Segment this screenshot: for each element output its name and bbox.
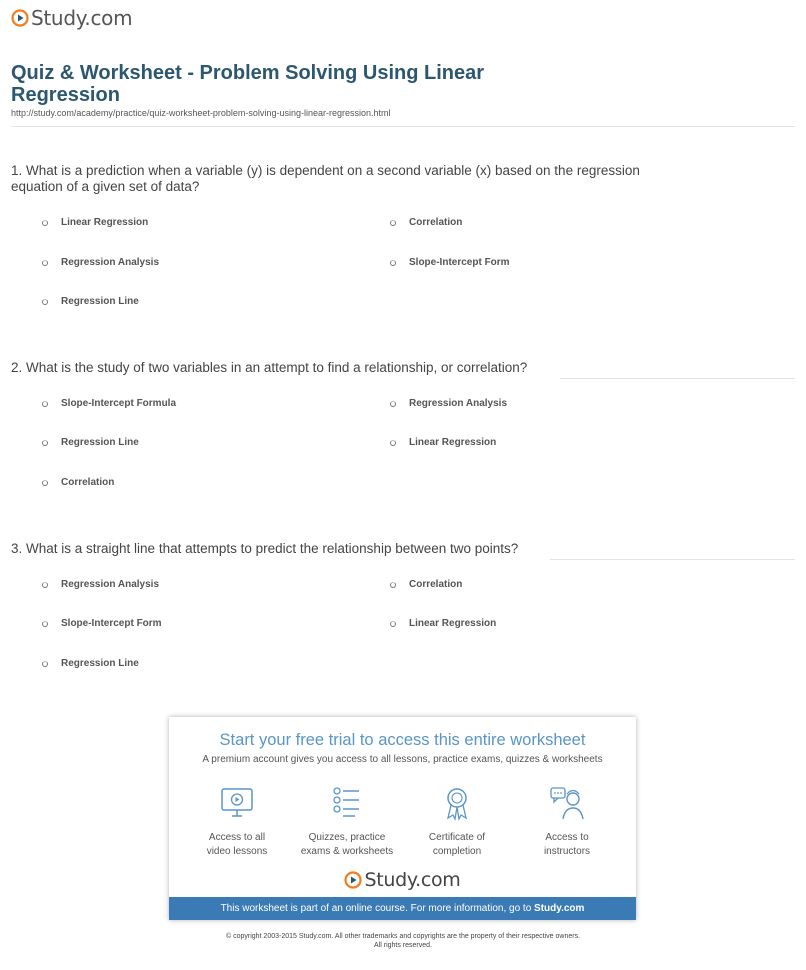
- radio-button[interactable]: [42, 299, 48, 305]
- radio-button[interactable]: [42, 621, 48, 627]
- option-label: Correlation: [409, 579, 463, 590]
- q3-option-2[interactable]: [390, 579, 462, 590]
- video-lesson-icon: [219, 785, 255, 821]
- promo-title[interactable]: Start your free trial to access this entire worksheet: [219, 731, 586, 749]
- feature-certificate: [402, 785, 512, 859]
- copyright-line: All rights reserved.: [374, 942, 432, 949]
- question-1: 1. What is a prediction when a variable (y) is dependent on a second variable (x) based on the regression equation of a given set of data?: [11, 163, 640, 194]
- q1-option-4[interactable]: [390, 257, 510, 268]
- option-label: Regression Line: [61, 437, 139, 448]
- brand-name: Study.com: [31, 6, 133, 30]
- radio-button[interactable]: [42, 661, 48, 667]
- quiz-list-icon: [329, 785, 365, 821]
- option-label: Slope-Intercept Form: [409, 257, 510, 268]
- radio-button[interactable]: [42, 480, 48, 486]
- q1-option-5[interactable]: [42, 296, 139, 307]
- promo-subtitle: A premium account gives you access to all lessons, practice exams, quizzes & worksheets: [202, 754, 603, 765]
- q2-option-1[interactable]: [42, 398, 176, 409]
- q2-option-4[interactable]: [390, 437, 496, 448]
- promo-logo: [169, 869, 636, 891]
- radio-button[interactable]: [42, 401, 48, 407]
- radio-button[interactable]: [42, 220, 48, 226]
- brand-name: Study.com: [364, 869, 461, 891]
- option-label: Correlation: [61, 477, 115, 488]
- q1-option-2[interactable]: [390, 217, 462, 228]
- q3-option-5[interactable]: [42, 658, 139, 669]
- radio-button[interactable]: [390, 582, 396, 588]
- copyright: [0, 932, 806, 950]
- page-title: Quiz & Worksheet - Problem Solving Using Linear Regression: [11, 62, 485, 106]
- radio-button[interactable]: [42, 260, 48, 266]
- option-label: Correlation: [409, 217, 463, 228]
- option-label: Regression Analysis: [409, 398, 508, 409]
- promo-info-bar: [169, 897, 636, 920]
- header-divider: [11, 126, 795, 127]
- q2-option-2[interactable]: [390, 398, 507, 409]
- option-label: Linear Regression: [409, 437, 497, 448]
- page-url: http://study.com/academy/practice/quiz-worksheet-problem-solving-using-linear-regression.html: [11, 108, 391, 118]
- option-label: Slope-Intercept Formula: [61, 398, 177, 409]
- radio-button[interactable]: [42, 582, 48, 588]
- study-logo[interactable]: [11, 6, 132, 30]
- q1-option-1[interactable]: [42, 217, 148, 228]
- q3-option-3[interactable]: [42, 618, 162, 629]
- copyright-line: © copyright 2003-2015 Study.com. All other trademarks and copyrights are the property of their respective owners.: [225, 933, 581, 940]
- feature-label: Access to all video lessons: [206, 832, 268, 857]
- question-divider: [550, 559, 795, 560]
- question-divider: [560, 378, 795, 379]
- question-3: 3. What is a straight line that attempts to predict the relationship between two points?: [11, 541, 519, 556]
- option-label: Regression Analysis: [61, 579, 160, 590]
- q2-option-5[interactable]: [42, 477, 114, 488]
- radio-button[interactable]: [390, 440, 396, 446]
- option-label: Regression Line: [61, 658, 139, 669]
- radio-button[interactable]: [42, 440, 48, 446]
- q3-option-4[interactable]: [390, 618, 496, 629]
- radio-button[interactable]: [390, 220, 396, 226]
- option-label: Linear Regression: [409, 618, 497, 629]
- feature-label: Certificate of completion: [428, 832, 486, 857]
- q3-option-1[interactable]: [42, 579, 159, 590]
- question-2: 2. What is the study of two variables in an attempt to find a relationship, or correlation?: [11, 360, 528, 375]
- option-label: Linear Regression: [61, 217, 149, 228]
- option-label: Regression Line: [61, 296, 139, 307]
- option-label: Regression Analysis: [61, 257, 160, 268]
- play-logo-icon: [11, 9, 29, 27]
- feature-label: Quizzes, practice exams & worksheets: [300, 832, 394, 857]
- play-logo-icon: [344, 871, 362, 889]
- feature-video-lessons: [182, 785, 292, 859]
- q1-option-3[interactable]: [42, 257, 159, 268]
- study-link[interactable]: Study.com: [534, 903, 585, 914]
- certificate-icon: [439, 785, 475, 821]
- radio-button[interactable]: [390, 621, 396, 627]
- radio-button[interactable]: [390, 260, 396, 266]
- option-label: Slope-Intercept Form: [61, 618, 162, 629]
- radio-button[interactable]: [390, 401, 396, 407]
- promo-bar-text: This worksheet is part of an online course. For more information, go to: [220, 903, 535, 914]
- q2-option-3[interactable]: [42, 437, 139, 448]
- feature-instructors: [512, 785, 622, 859]
- free-trial-promo[interactable]: [169, 717, 636, 920]
- instructor-icon: [549, 785, 585, 821]
- feature-quizzes: [292, 785, 402, 859]
- feature-label: Access to instructors: [543, 832, 591, 857]
